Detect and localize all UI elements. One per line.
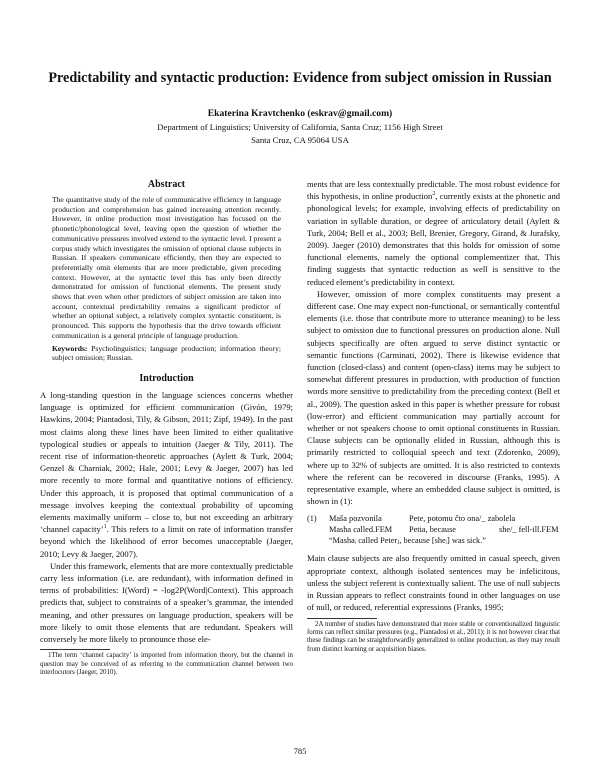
abstract-text <box>52 195 281 341</box>
introduction-heading: Introduction <box>139 372 194 384</box>
example-translation <box>307 535 560 546</box>
right-p1-end: , currently exists at the phonetic and phonological levels; for example, involving effects of predictability on variation in syllable duration, or degree of articulatory detail (Aylett & Turk, 2004; Bell et al., 2003; Bell, Brenier, Gregory, Girand, & Jurafsky, 2009). Jaeger (2010) demonstrates that this holds for omission of some functional elements, namely the optional complementizer that. This finding suggests that syntactic reduction as well is sensitive to the reduced element’s predictability in context. <box>307 191 561 287</box>
example-line-1 <box>307 513 560 524</box>
author-line: Ekaterina Kravtchenko (eskrav@gmail.com) <box>207 108 393 119</box>
example-gloss-word: she/_ fell-ill.FEM <box>499 525 559 535</box>
example-line-2 <box>307 524 560 535</box>
example-word: Pete, potomu čto ona/_ zabolela <box>409 514 516 524</box>
example-word: Maša pozvonila <box>329 514 382 524</box>
example-1 <box>307 513 560 546</box>
abstract-body: The quantitative study of the role of communicative efficiency in language production and comprehension has gained increasing attention recently. However, in online production most investigation has focused on the phonetic/phonological level, leaving open the question of whether the communicative pressures involved extend to the syntactic level. I present a corpus study which investigates the omission of optional clause subjects in Russian. If speakers communicate efficiently, then they are expected to preferentially omit elements that are more predictable, given preceding context. However, at the syntactic level this has only been directly demonstrated for omission of functional elements. The present study shows that even when other predictors of subject omission are taken into account, contextual predictability remains a significant predictor of whether an optional subject, a relatively complex syntactic constituent, is pronounced. This supports the hypothesis that the drive towards efficient communication is a general principle of language production. <box>52 195 281 340</box>
right-paragraph-1 <box>307 178 560 288</box>
example-gloss-word: Petia, because <box>409 525 456 535</box>
right-paragraph-2: However, omission of more complex constituents may present a different case. One may expect non-functional, or semantically contentful elements (i.e. those that contribute more to utterance meaning) to be less subject to omission due to functional pressures on production alone. Null subjects specifically are often argued to serve distinct syntactic or semantic functions (Carminati, 2002). There is likewise evidence that function (closed-class) and content (open-class) items may be subject to somewhat different pressures in production, with production of function words more sensitive to predictability from the preceding context (Bell et al., 2009). The question asked in this paper is whether pressure for robust (low-error) and efficient communication may partially account for whether or not speakers choose to omit optional constituents in Russian. Clause subjects can be optionally elided in Russian, although this is primarily restricted to colloquial speech and text (Zdorenko, 2009), where up to 32% of subjects are omitted. It is also restricted to contexts where the referent can be recovered in discourse (Franks, 1995). A representative example, where an embedded clause subject is omitted, is shown in (1): <box>307 288 560 507</box>
keywords-list: Psycholinguistics; language production; information theory; subject omission; Russian. <box>52 343 281 363</box>
footnote-1: 1The term ‘channel capacity’ is imported from information theory, but the channel in question may be conceived of as referring to the communication channel between two interlocutors (Jaeger, 2010). <box>40 652 293 677</box>
page-number: 785 <box>293 746 307 756</box>
affiliation-line-1: Department of Linguistics; University of California, Santa Cruz; 1156 High Street <box>157 122 443 132</box>
affiliation-line-2: Santa Cruz, CA 95064 USA <box>251 135 349 145</box>
example-translation-text: “Mashaᵢ called Peterⱼ, because [sheᵢ] was sick.” <box>329 536 486 546</box>
footnote-2: 2A number of studies have demonstrated that more stable or conventionalized linguistic forms can reflect similar pressures (e.g., Piantadosi et al., 2011); it is not however clear that these findings can be straightforwardly generalized to online production, as they may result from distinct learning or acquisition biases. <box>307 620 560 653</box>
keywords-label: Keywords: <box>52 343 88 353</box>
footnote-marker-1: 1 <box>103 524 107 531</box>
right-p1-text: ments that are less contextually predictable. The most robust evidence for this hypothesis, in online production <box>307 179 560 202</box>
right-paragraph-3: Main clause subjects are also frequently omitted in casual speech, given appropriate context, although isolated sentences may be infelicitous, unless the subject referent is contextually salient. The use of null subjects in Russian appears to reflect constraints found in other languages on use of null, or reduced, referential expressions (Franks, 1995; <box>307 553 560 613</box>
right-column <box>307 178 560 654</box>
paper-title: Predictability and syntactic production: Evidence from subject omission in Russian <box>48 70 552 86</box>
intro-paragraph-1 <box>40 389 293 560</box>
intro-p1-text: A long-standing question in the language sciences concerns whether language is optimized for efficient communication (Givón, 1979; Hawkins, 2004; Piantadosi, Tily, & Gibson, 2011; Zipf, 1949). In the past most claims along these lines have been limited to either qualitative typological studies or appeals to intuition (Jaeger & Tily, 2011). The recent rise of information-theoretic approaches (Aylett & Turk, 2004; Genzel & Charniak, 2002; Hale, 2001; Levy & Jaeger, 2007) has led more recently to more formal and quantitative notions of efficiency. Under this approach, it is proposed that optimal communication of a message involves keeping the contextual probability of upcoming elements maximally uniform – close to, but not exceeding an arbitrary ‘channel capacity’ <box>40 389 293 535</box>
footnote-rule <box>40 649 110 650</box>
keywords <box>52 344 281 363</box>
example-gloss-word: Masha called.FEM <box>329 525 393 535</box>
intro-paragraph-2: Under this framework, elements that are more contextually predictable carry less information (i.e. are redundant), with information defined in terms of probabilities: I(Word) = -log2P(Word|Context). This approach predicts that, subject to constraints of a speaker’s grammar, the intended meaning, and other pressures on language production, speakers will be more likely to omit those elements that are redundant. Speakers will conversely be more likely to pronounce those ele- <box>40 560 293 645</box>
intro-p1-end: . This refers to a limit on rate of information transfer beyond which the likelihood of error becomes unacceptable (Jaeger, 2010; Levy & Jaeger, 2007). <box>40 524 294 559</box>
left-column <box>40 178 293 677</box>
footnote-rule-right <box>307 618 377 619</box>
footnote-marker-2: 2 <box>432 191 436 198</box>
affiliation <box>40 121 560 147</box>
example-number: (1) <box>307 514 317 524</box>
abstract-heading: Abstract <box>147 179 186 190</box>
